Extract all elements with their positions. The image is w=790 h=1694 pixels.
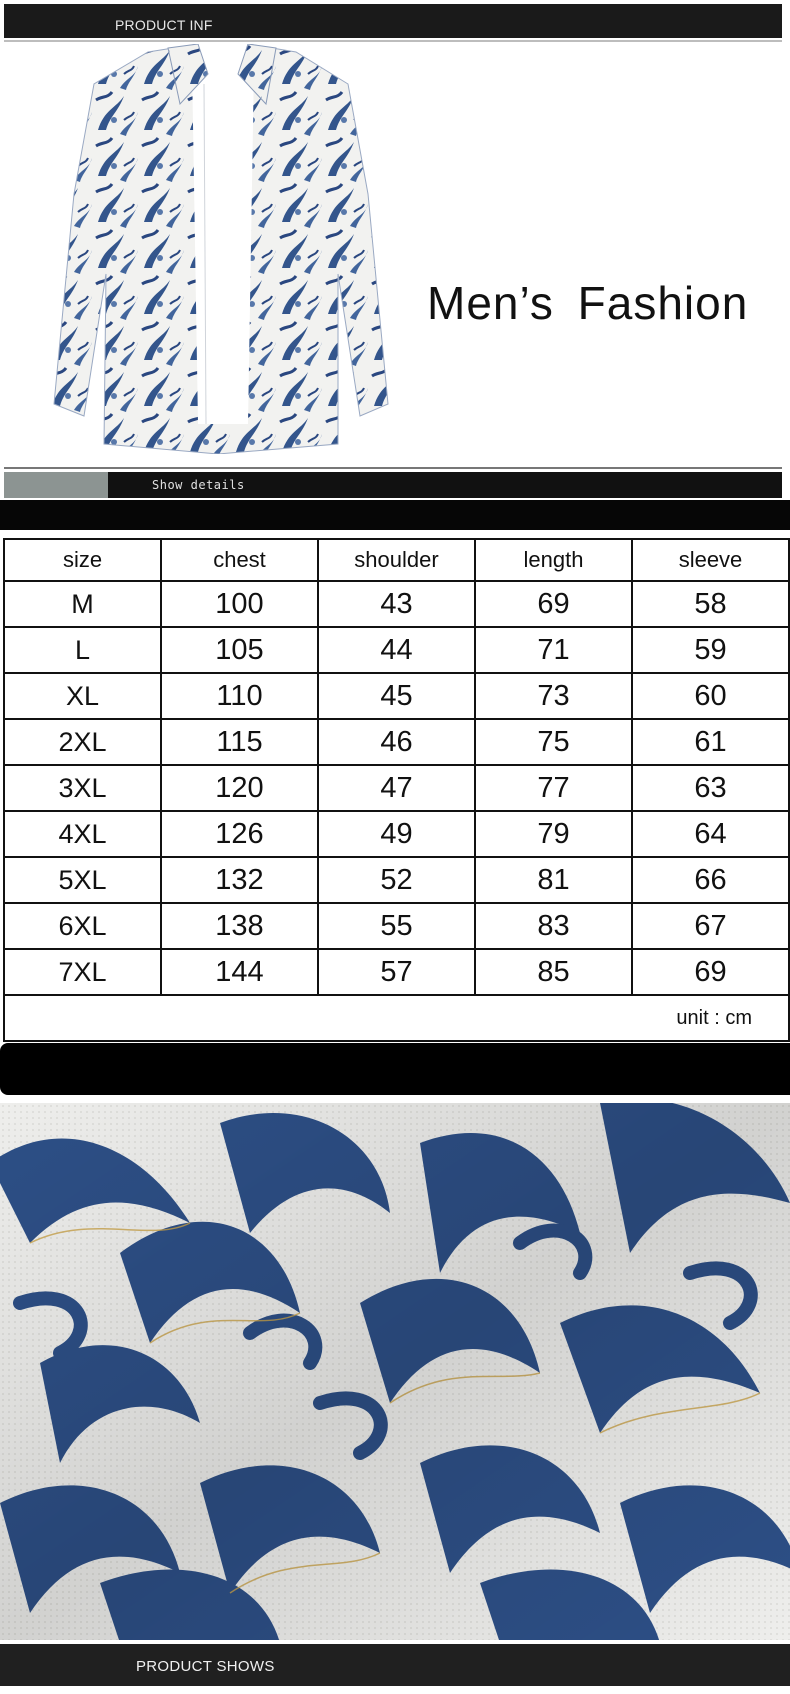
table-row xyxy=(4,673,789,719)
table-cell-chest: 105 xyxy=(161,627,318,673)
table-cell-shoulder: 55 xyxy=(318,903,475,949)
table-cell-chest: 138 xyxy=(161,903,318,949)
shirt-image xyxy=(48,44,393,454)
column-header-shoulder: shoulder xyxy=(318,539,475,581)
table-cell-size: 3XL xyxy=(4,765,161,811)
table-cell-length: 73 xyxy=(475,673,632,719)
table-cell-length: 83 xyxy=(475,903,632,949)
table-cell-chest: 120 xyxy=(161,765,318,811)
table-cell-length: 79 xyxy=(475,811,632,857)
table-cell-size: 6XL xyxy=(4,903,161,949)
table-row xyxy=(4,765,789,811)
table-row xyxy=(4,581,789,627)
table-cell-length: 77 xyxy=(475,765,632,811)
table-cell-chest: 126 xyxy=(161,811,318,857)
table-cell-shoulder: 57 xyxy=(318,949,475,995)
unit-note: unit : cm xyxy=(4,995,789,1041)
table-cell-size: 4XL xyxy=(4,811,161,857)
details-bar-accent xyxy=(4,472,108,498)
column-header-sleeve: sleeve xyxy=(632,539,789,581)
table-cell-length: 85 xyxy=(475,949,632,995)
table-cell-length: 69 xyxy=(475,581,632,627)
table-cell-chest: 110 xyxy=(161,673,318,719)
table-row xyxy=(4,949,789,995)
table-row xyxy=(4,857,789,903)
product-info-header xyxy=(4,4,782,38)
table-row xyxy=(4,719,789,765)
table-row xyxy=(4,903,789,949)
table-cell-shoulder: 43 xyxy=(318,581,475,627)
product-info-title: PRODUCT INF xyxy=(115,17,213,33)
size-chart-table xyxy=(3,538,790,1042)
table-cell-sleeve: 67 xyxy=(632,903,789,949)
table-cell-chest: 100 xyxy=(161,581,318,627)
table-cell-sleeve: 69 xyxy=(632,949,789,995)
table-cell-shoulder: 52 xyxy=(318,857,475,903)
product-hero xyxy=(0,44,790,469)
table-cell-size: L xyxy=(4,627,161,673)
fabric-closeup-image xyxy=(0,1103,790,1640)
table-cell-sleeve: 61 xyxy=(632,719,789,765)
table-cell-shoulder: 49 xyxy=(318,811,475,857)
table-cell-size: 5XL xyxy=(4,857,161,903)
table-row xyxy=(4,627,789,673)
table-cell-shoulder: 45 xyxy=(318,673,475,719)
table-cell-sleeve: 64 xyxy=(632,811,789,857)
table-cell-size: 7XL xyxy=(4,949,161,995)
section-divider-bar xyxy=(0,500,790,530)
table-cell-length: 75 xyxy=(475,719,632,765)
unit-row xyxy=(4,995,789,1041)
show-details-bar xyxy=(4,472,782,498)
table-cell-shoulder: 44 xyxy=(318,627,475,673)
size-table-header-row xyxy=(4,539,789,581)
product-shows-bar xyxy=(0,1644,790,1686)
table-cell-size: M xyxy=(4,581,161,627)
table-cell-length: 71 xyxy=(475,627,632,673)
table-cell-chest: 144 xyxy=(161,949,318,995)
table-cell-sleeve: 63 xyxy=(632,765,789,811)
show-details-label: Show details xyxy=(152,478,245,492)
product-shows-title: PRODUCT SHOWS xyxy=(136,1658,275,1675)
table-cell-chest: 132 xyxy=(161,857,318,903)
table-row xyxy=(4,811,789,857)
table-cell-sleeve: 66 xyxy=(632,857,789,903)
table-cell-size: 2XL xyxy=(4,719,161,765)
table-cell-chest: 115 xyxy=(161,719,318,765)
table-cell-size: XL xyxy=(4,673,161,719)
column-header-size: size xyxy=(4,539,161,581)
column-header-chest: chest xyxy=(161,539,318,581)
table-cell-sleeve: 60 xyxy=(632,673,789,719)
table-cell-sleeve: 59 xyxy=(632,627,789,673)
section-divider-bar xyxy=(0,1043,790,1095)
hero-divider xyxy=(4,467,782,469)
table-cell-length: 81 xyxy=(475,857,632,903)
column-header-length: length xyxy=(475,539,632,581)
hero-headline: Men’s Fashion xyxy=(427,277,749,329)
table-cell-shoulder: 47 xyxy=(318,765,475,811)
table-cell-shoulder: 46 xyxy=(318,719,475,765)
table-cell-sleeve: 58 xyxy=(632,581,789,627)
